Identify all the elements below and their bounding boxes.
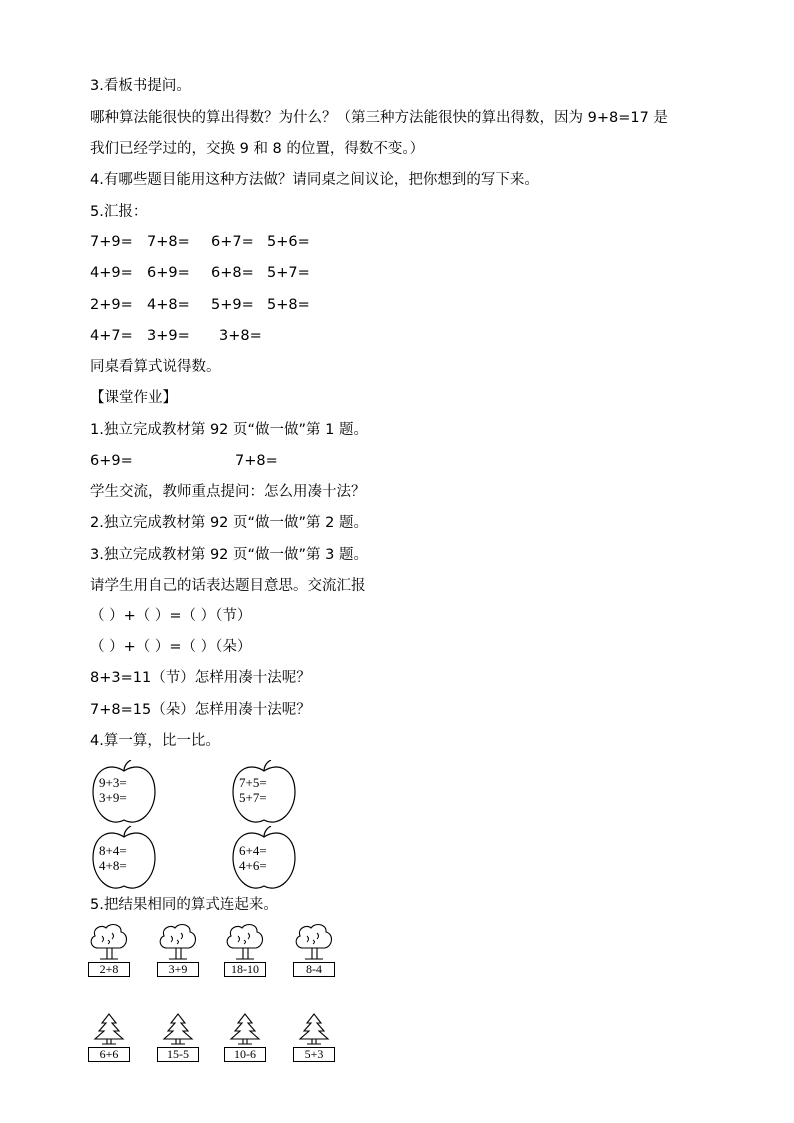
round-tree [86,922,132,977]
apple-icon [229,760,299,830]
text-line: 我们已经学过的，交换 9 和 8 的位置，得数不变。） [90,141,425,157]
text-line: 5.把结果相同的算式连起来。 [90,897,278,913]
equation: 5+9= [211,297,254,313]
apple-equation: 4+8= [99,858,127,873]
equation: 6+8= [211,265,254,281]
text-line: 4.算一算，比一比。 [90,733,220,749]
tree-icon [88,922,130,960]
apple-equation: 8+4= [99,843,127,858]
text-line: 同桌看算式说得数。 [90,359,221,375]
text-line: 7+8=15（朵）怎样用凑十法呢？ [90,702,311,718]
equation: 4+9= [90,265,133,281]
equation: 5+6= [267,234,310,250]
pine-tree-icon [161,1013,195,1045]
equation: 7+8= [147,234,190,250]
equation: 5+8= [267,297,310,313]
equation: 3+9= [147,328,190,344]
apple-icon [89,826,159,896]
equation: 4+8= [147,297,190,313]
tree-icon [157,922,199,960]
expression-box: 8-4 [293,962,335,977]
round-tree [222,922,268,977]
expression-box: 6+6 [88,1047,130,1062]
expression-box: 2+8 [88,962,130,977]
tree-icon [224,922,266,960]
apple-equation: 4+6= [239,858,267,873]
round-tree [155,922,201,977]
fill-blank-line: （ ）+（ ）=（ ）（朵） [90,639,252,655]
apple-equation: 7+5= [239,775,267,790]
pine-tree-icon [92,1013,126,1045]
tree-icon [293,922,335,960]
pine-tree [86,1013,132,1062]
text-line: 3.看板书提问。 [90,78,191,94]
pine-tree-icon [228,1013,262,1045]
equation: 6+7= [211,234,254,250]
text-line: 8+3=11（节）怎样用凑十法呢？ [90,670,311,686]
equation: 4+7= [90,328,133,344]
text-line: 5.汇报： [90,204,148,220]
text-line: 哪种算法能很快的算出得数？为什么？（第三种方法能很快的算出得数，因为 9+8=17 是 [90,110,668,126]
fill-blank-line: （ ）+（ ）=（ ）（节） [90,608,252,624]
text-line: 2.独立完成教材第 92 页“做一做”第 2 题。 [90,515,368,531]
apple-equation: 6+4= [239,843,267,858]
apple-equation: 3+9= [99,790,127,805]
text-line: 学生交流，教师重点提问：怎么用凑十法？ [90,484,366,500]
expression-box: 10-6 [224,1047,266,1062]
pine-tree [291,1013,337,1062]
text-line: 4.有哪些题目能用这种方法做？请同桌之间议论，把你想到的写下来。 [90,172,539,188]
equation: 7+8= [235,453,278,469]
equation: 5+7= [267,265,310,281]
equation: 3+8= [219,328,262,344]
apple-icon [89,760,159,830]
expression-box: 3+9 [157,962,199,977]
text-line: 3.独立完成教材第 92 页“做一做”第 3 题。 [90,547,368,563]
expression-box: 5+3 [293,1047,335,1062]
apple-equation: 5+7= [239,790,267,805]
expression-box: 15-5 [157,1047,199,1062]
equation: 6+9= [147,265,190,281]
equation: 7+9= [90,234,133,250]
section-heading: 【课堂作业】 [90,390,177,406]
equation: 6+9= [90,453,133,469]
round-tree [291,922,337,977]
text-line: 1.独立完成教材第 92 页“做一做”第 1 题。 [90,422,368,438]
pine-tree [222,1013,268,1062]
apple-icon [229,826,299,896]
pine-tree [155,1013,201,1062]
apple-equation: 9+3= [99,775,127,790]
text-line: 请学生用自己的话表达题目意思。交流汇报 [90,578,366,594]
pine-tree-icon [297,1013,331,1045]
expression-box: 18-10 [224,962,266,977]
equation: 2+9= [90,297,133,313]
